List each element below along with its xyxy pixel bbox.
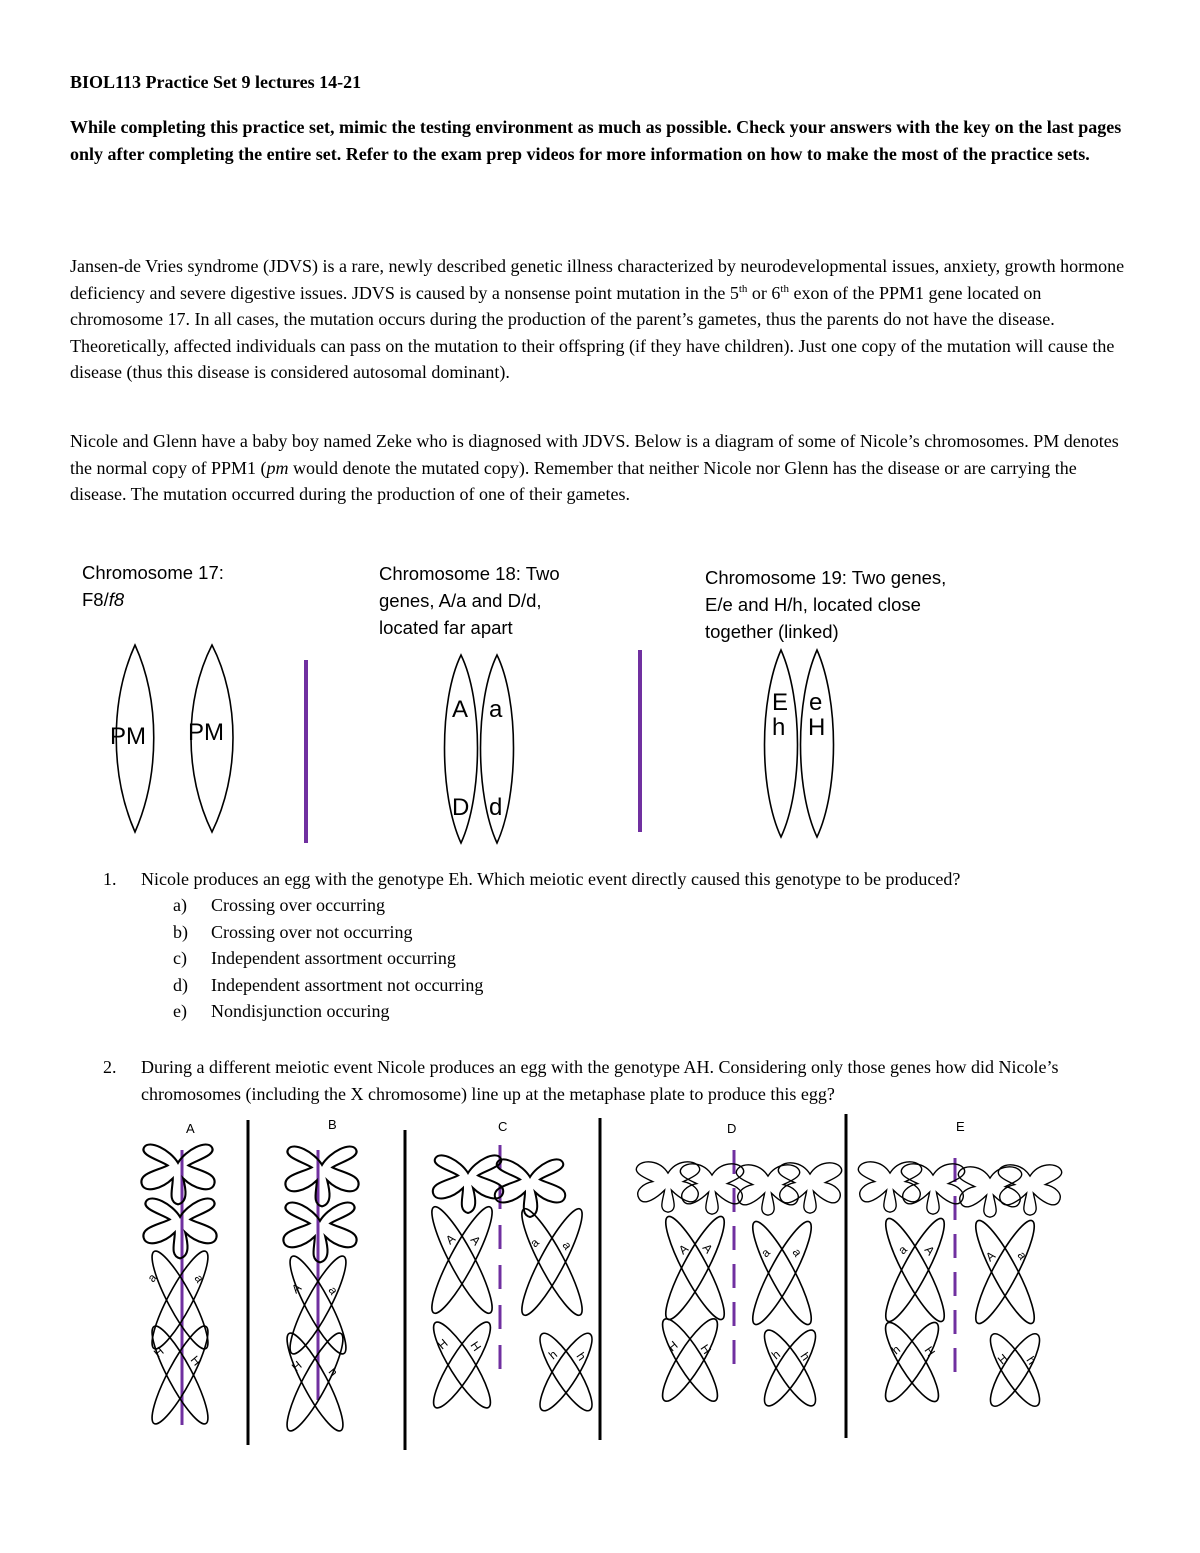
optE-allele-h-right: h bbox=[1023, 1353, 1039, 1368]
option-label-C: C bbox=[498, 1119, 508, 1134]
option-D-diagram bbox=[636, 1150, 841, 1412]
optD-allele-A-right: A bbox=[699, 1240, 716, 1257]
optA-allele-H-left: H bbox=[150, 1343, 167, 1361]
optE-allele-h-left: h bbox=[888, 1342, 904, 1358]
optC-allele-a-left: a bbox=[527, 1235, 542, 1251]
optE-allele-a-right: a bbox=[1014, 1248, 1030, 1263]
optD-allele-h-left: h bbox=[768, 1347, 784, 1363]
optC-allele-h-left: h bbox=[545, 1347, 561, 1363]
question-1-options bbox=[173, 892, 483, 1025]
chromosome-19-right bbox=[801, 650, 834, 837]
question-1-text: Nicole produces an egg with the genotype Eh. Which meiotic event directly caused this genotype to be produced? bbox=[141, 869, 961, 889]
option-e[interactable]: e) Nondisjunction occuring bbox=[173, 1001, 390, 1022]
optA-allele-a-left: a bbox=[144, 1270, 160, 1285]
option-label-D: D bbox=[727, 1121, 737, 1136]
question-2 bbox=[103, 1054, 1163, 1109]
option-c[interactable]: c) Independent assortment occurring bbox=[173, 948, 456, 969]
chromosome-19-left bbox=[765, 650, 798, 837]
optC-allele-H-right: H bbox=[467, 1338, 484, 1354]
optD-allele-H-right: H bbox=[697, 1341, 714, 1357]
optE-allele-A-left: A bbox=[921, 1242, 938, 1259]
optB-allele-A: A bbox=[288, 1280, 305, 1297]
option-label-A: A bbox=[186, 1121, 195, 1136]
optC-allele-h-right: h bbox=[573, 1349, 589, 1364]
optB-allele-H: H bbox=[288, 1357, 305, 1375]
metaphase-diagrams bbox=[141, 1114, 1061, 1450]
chromosome-19-label: Chromosome 19: Two genes, E/e and H/h, located close together (linked) bbox=[705, 567, 947, 642]
optA-allele-a-right: a bbox=[191, 1271, 207, 1286]
option-B-diagram bbox=[279, 1147, 359, 1437]
page-title: BIOL113 Practice Set 9 lectures 14-21 bbox=[70, 72, 362, 92]
instructions: While completing this practice set, mimic the testing environment as much as possible. Check your answers with the key on the last pages only after completing the entire set. Refer to the exam prep videos for more information on how to make the most of the practice sets. bbox=[70, 117, 1122, 164]
chr18-allele-A: A bbox=[452, 696, 469, 723]
optC-allele-H-left: H bbox=[434, 1335, 451, 1353]
optE-allele-H-left: H bbox=[921, 1343, 938, 1359]
option-b[interactable]: b) Crossing over not occurring bbox=[173, 921, 413, 942]
option-a[interactable]: a) Crossing over occurring bbox=[173, 895, 385, 915]
question-2-text: During a different meiotic event Nicole produces an egg with the genotype AH. Considering only those genes how did Nicole’s chromosomes (including the X chromosome) line up at the metaphase plate to produce this egg? bbox=[141, 1057, 1059, 1104]
option-C-diagram bbox=[423, 1145, 600, 1417]
chr19-allele-H: H bbox=[808, 714, 826, 741]
optE-allele-H-right: H bbox=[994, 1350, 1011, 1368]
optD-allele-H-left: H bbox=[664, 1337, 681, 1355]
optD-allele-a-left: a bbox=[758, 1245, 773, 1261]
optC-allele-a-right: a bbox=[559, 1238, 575, 1253]
optD-allele-h-right: h bbox=[797, 1349, 813, 1364]
chr19-allele-e: e bbox=[809, 689, 823, 716]
option-label-E: E bbox=[956, 1119, 965, 1134]
optE-allele-A-right: A bbox=[982, 1248, 999, 1265]
question-1-number: 1. bbox=[103, 869, 117, 889]
optD-allele-a-right: a bbox=[789, 1245, 805, 1260]
intro-paragraph-2: Nicole and Glenn have a baby boy named Zeke who is diagnosed with JDVS. Below is a diagram of some of Nicole’s chromosomes. PM denotes the normal copy of PPM1 (pm would denote the mutated copy). Remember that neither Nicole nor Glenn has the disease or are carrying the disease. The mutation occurred during the production of one of their gametes. bbox=[70, 431, 1119, 504]
chr18-allele-D: D bbox=[452, 794, 470, 821]
option-d[interactable]: d) Independent assortment not occurring bbox=[173, 974, 484, 995]
optA-allele-H-right: H bbox=[187, 1352, 205, 1369]
chromosome-18-label: Chromosome 18: Two genes, A/a and D/d, located far apart bbox=[379, 563, 560, 638]
option-E-diagram bbox=[858, 1158, 1061, 1412]
chr17-allele-right: PM bbox=[188, 719, 224, 746]
optE-allele-a-left: a bbox=[895, 1242, 910, 1258]
optD-allele-A-left: A bbox=[675, 1241, 692, 1258]
option-A-diagram bbox=[141, 1145, 216, 1430]
chromosome-19-diagram bbox=[765, 650, 834, 837]
chr17-allele-left: PM bbox=[110, 723, 146, 750]
option-label-B: B bbox=[328, 1117, 337, 1132]
optB-allele-h: h bbox=[325, 1364, 341, 1380]
question-1 bbox=[103, 866, 1163, 1031]
chr19-allele-h: h bbox=[772, 714, 786, 741]
chromosome-17-label: Chromosome 17: F8/f8 bbox=[82, 562, 224, 610]
chr18-allele-a: a bbox=[489, 696, 503, 723]
optC-allele-A-left: A bbox=[442, 1231, 459, 1248]
chr19-allele-E: E bbox=[772, 689, 789, 716]
intro-paragraph-1: Jansen-de Vries syndrome (JDVS) is a rare, newly described genetic illness characterized by neurodevelopmental issues, anxiety, growth hormone deficiency and severe digestive issues. JDVS is caused by a nonsense point mutation in the 5th or 6th exon of the PPM1 gene located on chromosome 17. In all cases, the mutation occurs during the production of the parent’s gametes, thus the parents do not have the disease. Theoretically, affected individuals can pass on the mutation to their offspring (if they have children). Just one copy of the mutation will cause the disease (thus this disease is considered autosomal dominant). bbox=[70, 256, 1125, 382]
question-2-number: 2. bbox=[103, 1057, 117, 1077]
optC-allele-A-right: A bbox=[467, 1232, 484, 1249]
chr18-allele-d: d bbox=[489, 794, 503, 821]
optB-allele-a: a bbox=[325, 1283, 341, 1298]
